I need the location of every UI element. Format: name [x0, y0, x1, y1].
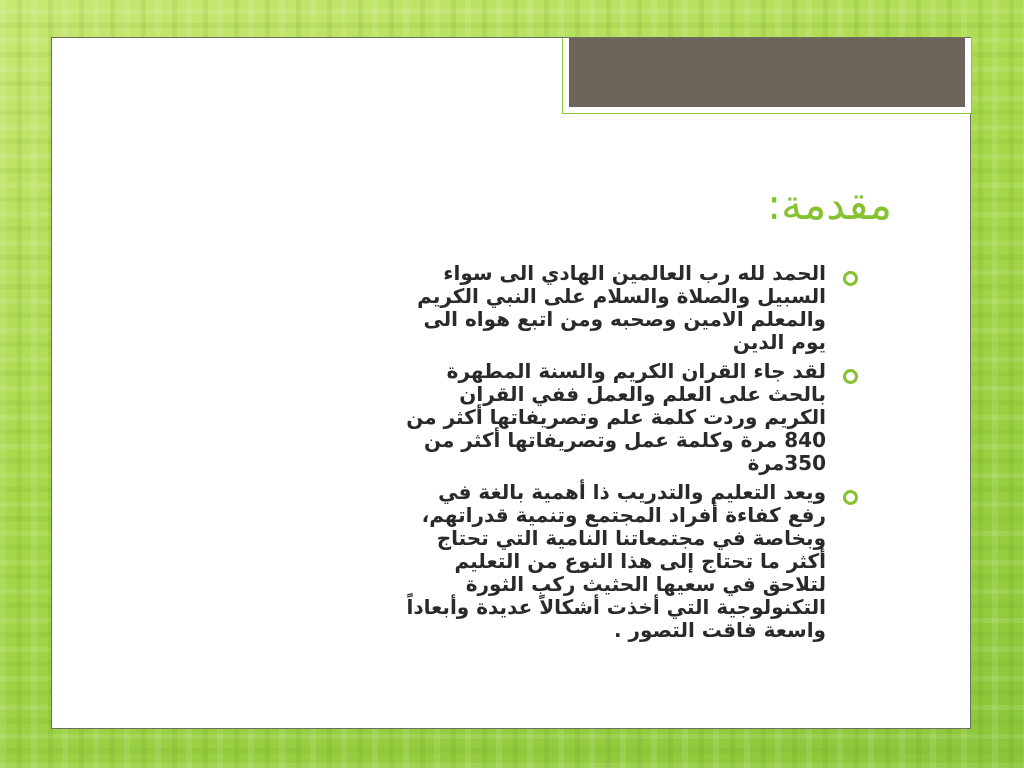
bullet-item — [130, 262, 866, 354]
title-tab-fill — [569, 38, 965, 107]
slide-title: مقدمة: — [767, 180, 892, 229]
ring-bullet-icon — [843, 490, 858, 505]
bullet-item — [130, 360, 866, 475]
title-tab-decoration — [562, 38, 972, 114]
ring-bullet-icon — [843, 369, 858, 384]
bullet-text: الحمد لله رب العالمين الهادي الى سواء السبيل والصلاة والسلام على النبي الكريم والمعلم الامين وصحبه ومن اتبع هواه الى يوم الدين — [417, 261, 826, 354]
bullet-item — [130, 481, 866, 642]
bullet-text: ويعد التعليم والتدريب ذا أهمية بالغة في رفع كفاءة أفراد المجتمع وتنمية قدراتهم، وبخاصة في مجتمعاتنا النامية التي تحتاج أكثر ما تحتاج إلى هذا النوع من التعليم لتلاحق في سعيها الحثيث ركب الثورة التكنولوجية التي أخذت أشكالاً عديدة وأبعاداً واسعة فاقت التصور . — [406, 480, 826, 642]
bullet-list — [130, 262, 866, 648]
bullet-text: لقد جاء القران الكريم والسنة المطهرة بالحث على العلم والعمل ففي القران الكريم وردت كلمة علم وتصريفاتها أكثر من 840 مرة وكلمة عمل وتصريفاتها أكثر من 350مرة — [406, 359, 826, 475]
ring-bullet-icon — [843, 271, 858, 286]
